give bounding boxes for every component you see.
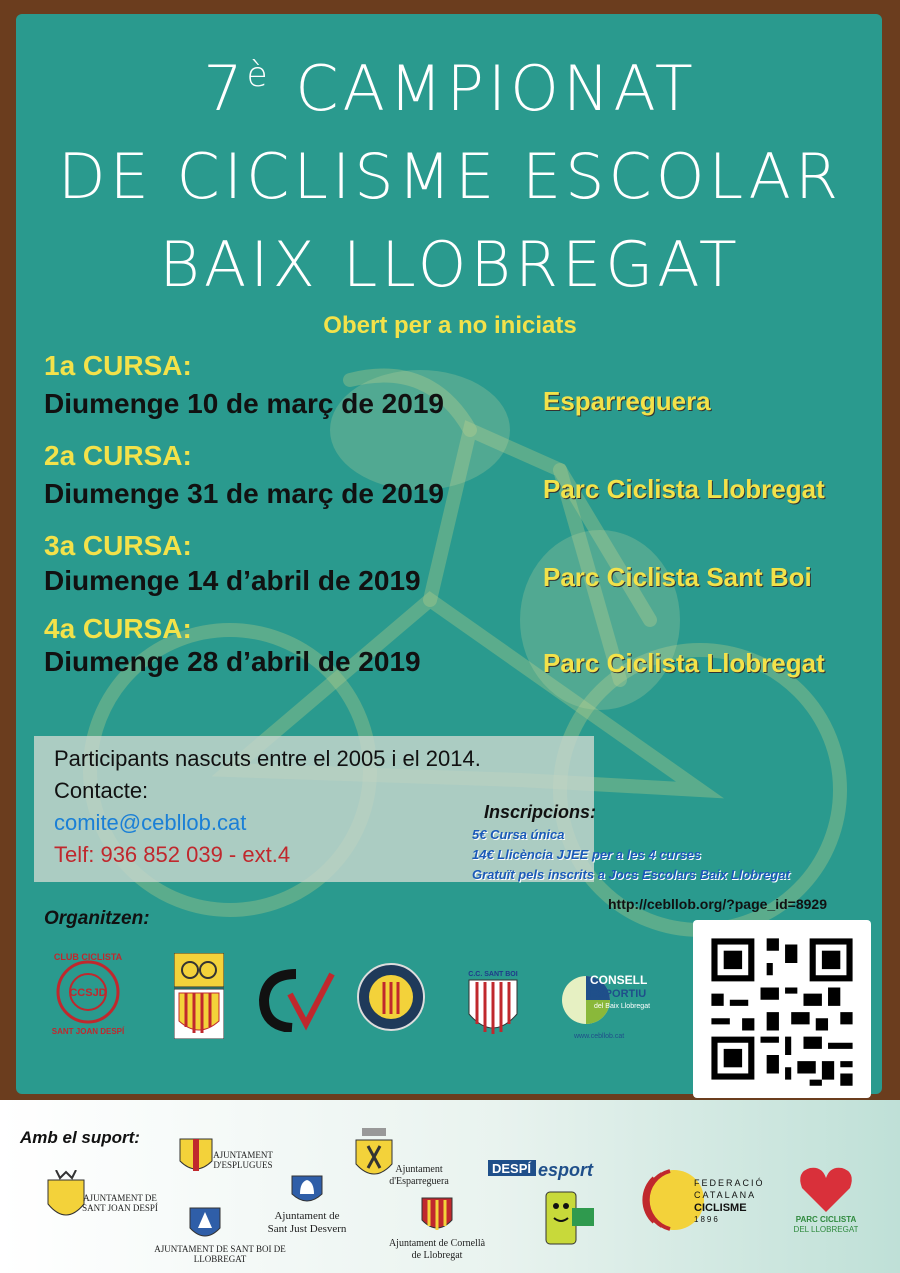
federacio-catalana-ciclisme-logo — [640, 1164, 770, 1236]
club-ciclista-sant-joan-despi-logo — [48, 950, 128, 1040]
contact-email-link[interactable]: comite@cebllob.cat — [54, 810, 247, 835]
title-line-3: BAIX LLOBREGAT — [159, 228, 741, 301]
race-1-heading: 1a CURSA: — [44, 350, 192, 381]
contact-label: Contacte: — [54, 778, 149, 803]
svg-text:del Baix Llobregat: del Baix Llobregat — [594, 1003, 651, 1010]
svg-text:PARC CICLISTA: PARC CICLISTA — [795, 1215, 857, 1224]
svg-text:esport: esport — [538, 1160, 594, 1180]
race-2-heading: 2a CURSA: — [44, 440, 192, 471]
svg-text:www.cebllob.cat: www.cebllob.cat — [574, 1033, 625, 1040]
support-label: Amb el suport: — [20, 1128, 140, 1147]
svg-text:CATALANA: CATALANA — [694, 1190, 757, 1200]
svg-text:DESPÍ: DESPÍ — [492, 1161, 532, 1176]
consell-esportiu-logo — [556, 970, 666, 1042]
qr-code[interactable] — [693, 920, 871, 1098]
subtitle: Obert per a no iniciats — [323, 312, 577, 339]
race-2-date: Diumenge 31 de març de 2019 — [44, 478, 444, 509]
race-3-place: Parc Ciclista Sant Boi — [543, 562, 812, 592]
sant-joan-despi-text: AJUNTAMENT DE SANT JOAN DESPÍ — [82, 1193, 158, 1214]
title-line-1: $7^è$ CAMPIONAT — [203, 52, 697, 125]
race-4-date: Diumenge 28 d’abril de 2019 — [44, 646, 421, 677]
inscriptions-title: Inscripcions: — [484, 802, 597, 822]
inscription-line: 14€ Llicència JJEE per a les 4 curses — [472, 847, 702, 862]
svg-text:SANT JOAN DESPÍ: SANT JOAN DESPÍ — [51, 1027, 125, 1036]
sant-boi-text: AJUNTAMENT DE SANT BOI DE LLOBREGAT — [154, 1244, 286, 1265]
cc-sant-boi-logo — [465, 958, 521, 1042]
esplugues-text: AJUNTAMENT D'ESPLUGUES — [213, 1150, 273, 1171]
mascot-icon — [540, 1188, 596, 1248]
parc-ciclista-llobregat-logo — [794, 1162, 858, 1236]
svg-text:ESPORTIU: ESPORTIU — [590, 988, 647, 1000]
qr-code-icon — [693, 920, 871, 1098]
sant-just-text: Ajuntament de Sant Just Desvern — [267, 1210, 347, 1235]
inscription-line: Gratuït pels inscrits a Jocs Escolars Baix Llobregat — [472, 867, 790, 882]
svg-text:FEDERACIÓ: FEDERACIÓ — [694, 1178, 765, 1188]
esplugues-shield-logo — [178, 1133, 214, 1177]
sant-boi-shield-logo — [188, 1202, 222, 1244]
race-1-place: Esparreguera — [543, 386, 711, 416]
registration-url-link[interactable]: http://cebllob.org/?page_id=8929 — [608, 896, 827, 912]
cv-logo — [256, 966, 336, 1032]
cornella-text: Ajuntament de Cornellà de Llobregat — [388, 1238, 486, 1261]
race-3-heading: 3a CURSA: — [44, 530, 192, 561]
race-1-date: Diumenge 10 de març de 2019 — [44, 388, 444, 419]
svg-text:DEL LLOBREGAT: DEL LLOBREGAT — [794, 1225, 858, 1234]
svg-text:CCSJD: CCSJD — [69, 987, 107, 999]
inscription-line: 5€ Cursa única — [472, 827, 565, 842]
club-wheel-logo — [356, 962, 426, 1032]
cornella-shield-logo — [420, 1192, 454, 1236]
svg-text:1896: 1896 — [694, 1215, 720, 1224]
svg-text:CICLISME: CICLISME — [694, 1202, 747, 1214]
svg-text:C.C. SANT BOI: C.C. SANT BOI — [468, 971, 518, 978]
organizers-label: Organitzen: — [44, 908, 150, 929]
sant-feliu-shield-logo — [174, 953, 224, 1039]
race-4-place: Parc Ciclista Llobregat — [543, 648, 825, 678]
race-3-date: Diumenge 14 d’abril de 2019 — [44, 565, 421, 596]
esparreguera-text: Ajuntament d'Esparreguera — [389, 1164, 449, 1187]
svg-text:CLUB CICLISTA: CLUB CICLISTA — [53, 952, 123, 962]
contact-phone: Telf: 936 852 039 - ext.4 — [54, 842, 291, 867]
race-4-heading: 4a CURSA: — [44, 613, 192, 644]
despi-esport-logo — [488, 1156, 594, 1186]
title-line-2: DE CICLISME ESCOLAR — [57, 140, 843, 213]
sant-just-bell-icon — [290, 1172, 324, 1208]
svg-text:CONSELL: CONSELL — [590, 973, 648, 987]
participants-text: Participants nascuts entre el 2005 i el 2014. — [54, 746, 481, 771]
race-2-place: Parc Ciclista Llobregat — [543, 474, 825, 504]
